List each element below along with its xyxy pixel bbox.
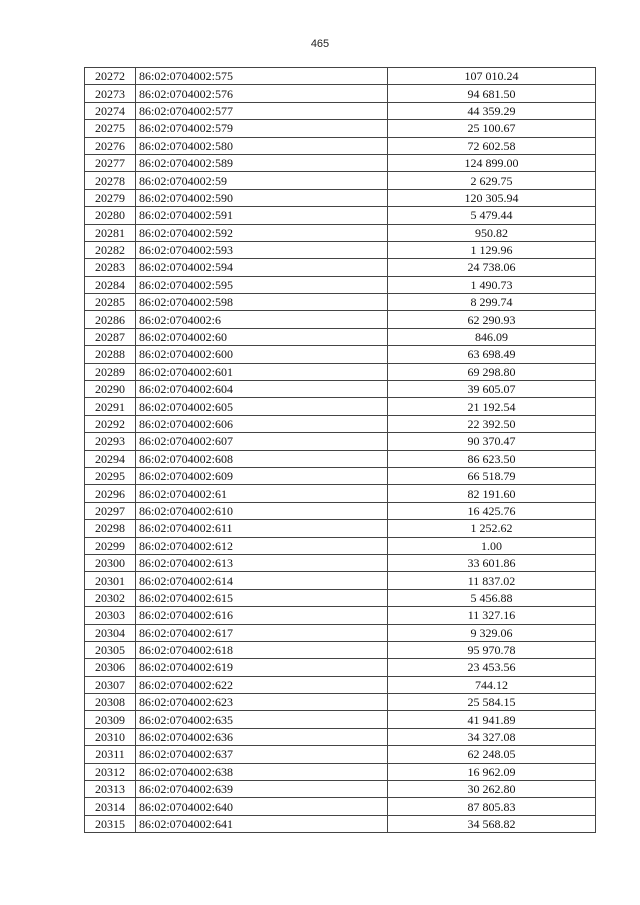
cadastral-value-cell: 124 899.00 xyxy=(388,154,596,171)
cadastral-number-cell: 86:02:0704002:617 xyxy=(136,624,388,641)
cadastral-number-cell: 86:02:0704002:616 xyxy=(136,607,388,624)
table-row xyxy=(85,746,596,763)
cadastral-number-cell: 86:02:0704002:635 xyxy=(136,711,388,728)
cadastral-number-cell: 86:02:0704002:609 xyxy=(136,467,388,484)
table-row xyxy=(85,798,596,815)
table-row xyxy=(85,294,596,311)
cadastral-value-cell: 90 370.47 xyxy=(388,433,596,450)
row-number-cell: 20297 xyxy=(85,502,136,519)
cadastral-value-cell: 11 837.02 xyxy=(388,572,596,589)
table-row xyxy=(85,554,596,571)
table-body xyxy=(85,68,596,833)
cadastral-number-cell: 86:02:0704002:619 xyxy=(136,659,388,676)
table-row xyxy=(85,120,596,137)
row-number-cell: 20302 xyxy=(85,589,136,606)
cadastral-value-cell: 22 392.50 xyxy=(388,415,596,432)
row-number-cell: 20284 xyxy=(85,276,136,293)
cadastral-value-cell: 33 601.86 xyxy=(388,554,596,571)
row-number-cell: 20293 xyxy=(85,433,136,450)
table-row xyxy=(85,450,596,467)
row-number-cell: 20300 xyxy=(85,554,136,571)
cadastral-value-cell: 744.12 xyxy=(388,676,596,693)
cadastral-number-cell: 86:02:0704002:589 xyxy=(136,154,388,171)
cadastral-number-cell: 86:02:0704002:615 xyxy=(136,589,388,606)
cadastral-value-cell: 30 262.80 xyxy=(388,781,596,798)
cadastral-value-cell: 41 941.89 xyxy=(388,711,596,728)
cadastral-value-cell: 1 490.73 xyxy=(388,276,596,293)
row-number-cell: 20308 xyxy=(85,694,136,711)
cadastral-number-cell: 86:02:0704002:590 xyxy=(136,189,388,206)
row-number-cell: 20314 xyxy=(85,798,136,815)
cadastral-number-cell: 86:02:0704002:61 xyxy=(136,485,388,502)
row-number-cell: 20298 xyxy=(85,520,136,537)
row-number-cell: 20275 xyxy=(85,120,136,137)
cadastral-number-cell: 86:02:0704002:636 xyxy=(136,728,388,745)
cadastral-value-cell: 95 970.78 xyxy=(388,641,596,658)
row-number-cell: 20277 xyxy=(85,154,136,171)
cadastral-value-cell: 16 962.09 xyxy=(388,763,596,780)
cadastral-number-cell: 86:02:0704002:623 xyxy=(136,694,388,711)
row-number-cell: 20287 xyxy=(85,328,136,345)
cadastral-value-cell: 44 359.29 xyxy=(388,102,596,119)
cadastral-number-cell: 86:02:0704002:608 xyxy=(136,450,388,467)
cadastral-value-table xyxy=(84,67,596,833)
table-row xyxy=(85,398,596,415)
table-row xyxy=(85,137,596,154)
row-number-cell: 20282 xyxy=(85,241,136,258)
cadastral-number-cell: 86:02:0704002:600 xyxy=(136,346,388,363)
table-row xyxy=(85,433,596,450)
table-row xyxy=(85,537,596,554)
cadastral-number-cell: 86:02:0704002:601 xyxy=(136,363,388,380)
cadastral-number-cell: 86:02:0704002:604 xyxy=(136,381,388,398)
table-row xyxy=(85,763,596,780)
table-row xyxy=(85,694,596,711)
table-row xyxy=(85,520,596,537)
cadastral-value-cell: 11 327.16 xyxy=(388,607,596,624)
cadastral-value-cell: 950.82 xyxy=(388,224,596,241)
row-number-cell: 20283 xyxy=(85,259,136,276)
table-row xyxy=(85,154,596,171)
table-row xyxy=(85,241,596,258)
table-row xyxy=(85,346,596,363)
table-row xyxy=(85,572,596,589)
cadastral-value-cell: 2 629.75 xyxy=(388,172,596,189)
table-row xyxy=(85,815,596,832)
row-number-cell: 20315 xyxy=(85,815,136,832)
row-number-cell: 20309 xyxy=(85,711,136,728)
cadastral-number-cell: 86:02:0704002:607 xyxy=(136,433,388,450)
cadastral-number-cell: 86:02:0704002:575 xyxy=(136,68,388,85)
row-number-cell: 20279 xyxy=(85,189,136,206)
cadastral-value-cell: 120 305.94 xyxy=(388,189,596,206)
row-number-cell: 20274 xyxy=(85,102,136,119)
table-row xyxy=(85,659,596,676)
cadastral-value-cell: 21 192.54 xyxy=(388,398,596,415)
cadastral-value-cell: 94 681.50 xyxy=(388,85,596,102)
cadastral-number-cell: 86:02:0704002:591 xyxy=(136,207,388,224)
row-number-cell: 20280 xyxy=(85,207,136,224)
table-row xyxy=(85,276,596,293)
cadastral-value-cell: 8 299.74 xyxy=(388,294,596,311)
row-number-cell: 20313 xyxy=(85,781,136,798)
row-number-cell: 20286 xyxy=(85,311,136,328)
row-number-cell: 20305 xyxy=(85,641,136,658)
row-number-cell: 20276 xyxy=(85,137,136,154)
table-row xyxy=(85,589,596,606)
cadastral-value-cell: 86 623.50 xyxy=(388,450,596,467)
cadastral-value-cell: 63 698.49 xyxy=(388,346,596,363)
cadastral-number-cell: 86:02:0704002:613 xyxy=(136,554,388,571)
cadastral-value-cell: 23 453.56 xyxy=(388,659,596,676)
cadastral-number-cell: 86:02:0704002:606 xyxy=(136,415,388,432)
cadastral-value-cell: 9 329.06 xyxy=(388,624,596,641)
table-row xyxy=(85,607,596,624)
cadastral-number-cell: 86:02:0704002:598 xyxy=(136,294,388,311)
row-number-cell: 20291 xyxy=(85,398,136,415)
cadastral-value-cell: 87 805.83 xyxy=(388,798,596,815)
table-row xyxy=(85,189,596,206)
cadastral-value-cell: 16 425.76 xyxy=(388,502,596,519)
table-row xyxy=(85,207,596,224)
table-row xyxy=(85,102,596,119)
row-number-cell: 20288 xyxy=(85,346,136,363)
table-row xyxy=(85,624,596,641)
table-row xyxy=(85,728,596,745)
row-number-cell: 20273 xyxy=(85,85,136,102)
row-number-cell: 20281 xyxy=(85,224,136,241)
cadastral-number-cell: 86:02:0704002:610 xyxy=(136,502,388,519)
cadastral-value-cell: 66 518.79 xyxy=(388,467,596,484)
table-row xyxy=(85,711,596,728)
cadastral-number-cell: 86:02:0704002:640 xyxy=(136,798,388,815)
table-row xyxy=(85,415,596,432)
row-number-cell: 20306 xyxy=(85,659,136,676)
cadastral-value-cell: 1 252.62 xyxy=(388,520,596,537)
cadastral-number-cell: 86:02:0704002:60 xyxy=(136,328,388,345)
cadastral-value-cell: 25 584.15 xyxy=(388,694,596,711)
cadastral-number-cell: 86:02:0704002:59 xyxy=(136,172,388,189)
cadastral-value-cell: 82 191.60 xyxy=(388,485,596,502)
row-number-cell: 20296 xyxy=(85,485,136,502)
cadastral-number-cell: 86:02:0704002:576 xyxy=(136,85,388,102)
cadastral-value-cell: 72 602.58 xyxy=(388,137,596,154)
cadastral-value-cell: 34 568.82 xyxy=(388,815,596,832)
cadastral-number-cell: 86:02:0704002:579 xyxy=(136,120,388,137)
table-row xyxy=(85,781,596,798)
cadastral-value-cell: 34 327.08 xyxy=(388,728,596,745)
row-number-cell: 20292 xyxy=(85,415,136,432)
cadastral-value-cell: 1 129.96 xyxy=(388,241,596,258)
row-number-cell: 20310 xyxy=(85,728,136,745)
cadastral-number-cell: 86:02:0704002:637 xyxy=(136,746,388,763)
row-number-cell: 20312 xyxy=(85,763,136,780)
row-number-cell: 20285 xyxy=(85,294,136,311)
row-number-cell: 20290 xyxy=(85,381,136,398)
table-row xyxy=(85,502,596,519)
cadastral-number-cell: 86:02:0704002:577 xyxy=(136,102,388,119)
cadastral-number-cell: 86:02:0704002:611 xyxy=(136,520,388,537)
page-number: 465 xyxy=(310,38,330,50)
cadastral-value-cell: 846.09 xyxy=(388,328,596,345)
cadastral-value-cell: 62 290.93 xyxy=(388,311,596,328)
cadastral-number-cell: 86:02:0704002:595 xyxy=(136,276,388,293)
cadastral-value-cell: 69 298.80 xyxy=(388,363,596,380)
cadastral-value-cell: 5 456.88 xyxy=(388,589,596,606)
cadastral-value-cell: 24 738.06 xyxy=(388,259,596,276)
table-row xyxy=(85,363,596,380)
row-number-cell: 20299 xyxy=(85,537,136,554)
table-row xyxy=(85,224,596,241)
cadastral-number-cell: 86:02:0704002:594 xyxy=(136,259,388,276)
cadastral-number-cell: 86:02:0704002:638 xyxy=(136,763,388,780)
cadastral-number-cell: 86:02:0704002:641 xyxy=(136,815,388,832)
row-number-cell: 20301 xyxy=(85,572,136,589)
row-number-cell: 20304 xyxy=(85,624,136,641)
table-row xyxy=(85,328,596,345)
cadastral-number-cell: 86:02:0704002:614 xyxy=(136,572,388,589)
row-number-cell: 20278 xyxy=(85,172,136,189)
row-number-cell: 20289 xyxy=(85,363,136,380)
table-row xyxy=(85,641,596,658)
table-row xyxy=(85,485,596,502)
table-row xyxy=(85,381,596,398)
table-row xyxy=(85,85,596,102)
cadastral-number-cell: 86:02:0704002:612 xyxy=(136,537,388,554)
row-number-cell: 20295 xyxy=(85,467,136,484)
table-row xyxy=(85,259,596,276)
row-number-cell: 20294 xyxy=(85,450,136,467)
cadastral-value-cell: 25 100.67 xyxy=(388,120,596,137)
cadastral-value-cell: 5 479.44 xyxy=(388,207,596,224)
cadastral-value-cell: 62 248.05 xyxy=(388,746,596,763)
table-row xyxy=(85,68,596,85)
cadastral-value-cell: 1.00 xyxy=(388,537,596,554)
table-row xyxy=(85,676,596,693)
cadastral-number-cell: 86:02:0704002:618 xyxy=(136,641,388,658)
cadastral-number-cell: 86:02:0704002:592 xyxy=(136,224,388,241)
cadastral-value-cell: 107 010.24 xyxy=(388,68,596,85)
cadastral-value-cell: 39 605.07 xyxy=(388,381,596,398)
row-number-cell: 20311 xyxy=(85,746,136,763)
cadastral-number-cell: 86:02:0704002:639 xyxy=(136,781,388,798)
table-row xyxy=(85,467,596,484)
cadastral-number-cell: 86:02:0704002:6 xyxy=(136,311,388,328)
cadastral-number-cell: 86:02:0704002:580 xyxy=(136,137,388,154)
row-number-cell: 20303 xyxy=(85,607,136,624)
table-row xyxy=(85,172,596,189)
cadastral-number-cell: 86:02:0704002:622 xyxy=(136,676,388,693)
cadastral-number-cell: 86:02:0704002:593 xyxy=(136,241,388,258)
cadastral-number-cell: 86:02:0704002:605 xyxy=(136,398,388,415)
row-number-cell: 20272 xyxy=(85,68,136,85)
table-row xyxy=(85,311,596,328)
row-number-cell: 20307 xyxy=(85,676,136,693)
